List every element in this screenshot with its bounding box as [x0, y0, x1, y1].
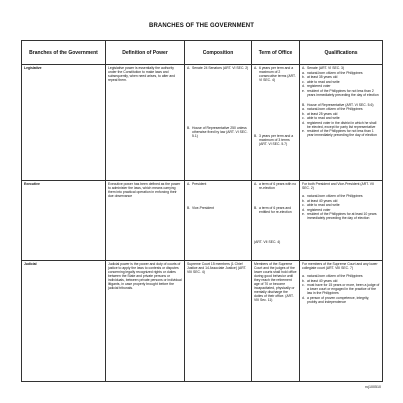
term-cell: A. a term of 6 years with no re-election B. a term of 6 years and entitled for re-election (ART. VII SEC. 4)	[252, 181, 300, 261]
qual-executive-title: For both President and Vice-President (ART. VII SEC. 2)	[302, 182, 374, 190]
list-item: registered voter in the district in which he shall be elected, except for party list representative	[307, 120, 377, 129]
header-qualifications: Qualifications	[300, 41, 383, 65]
list-item: resident of the Philippines for not less than 2 years immediately preceding the day of election	[307, 88, 379, 97]
table-row	[22, 181, 383, 261]
branch-legislative: Legislative	[22, 65, 106, 181]
composition-president: President	[192, 182, 207, 186]
document-code: rcj100510	[365, 385, 381, 389]
list-item: natural-born citizen of the Philippines	[307, 107, 363, 111]
list-item: at least 40 years old	[307, 198, 338, 203]
list-item: able to read and write	[307, 116, 340, 120]
header-term: Term of Office	[252, 41, 300, 65]
branches-table	[21, 40, 383, 382]
definition-cell: Judicial power is the power and duty of courts of justice to apply the laws to contests or disputes concerning legally recognized rights or duties between the State and private persons or individuals, between private persons or individual litigants, in case properly brought before the judicial tribunals.	[106, 261, 185, 382]
composition-cell: A. Senate 24 Senators (ART. VI SEC. 2) B. House of Representative 250 unless otherwise fixed by law (ART. VI SEC. 5.1)	[185, 65, 252, 181]
definition-cell: Legislative power is essentially the authority under the Constitution to make laws and subsequently, when need arises, to alter and repeal them.	[106, 65, 185, 181]
table-row	[22, 261, 383, 382]
term-senate: 6 years per term and a maximum of 2 consecutive terms (ART. VI SEC. 4)	[259, 66, 296, 82]
branch-judicial: Judicial	[22, 261, 106, 382]
list-item: at least 40 years old	[307, 278, 338, 283]
header-branches: Branches of the Government	[22, 41, 106, 65]
qual-senate-title: Senate (ART. VI SEC. 3)	[307, 66, 345, 70]
list-item: at least 35 years old	[307, 75, 338, 79]
header-composition: Composition	[185, 41, 252, 65]
composition-house: House of Representative 250 unless otherwise fixed by law (ART. VI SEC. 5.1)	[192, 126, 248, 138]
term-cell: Members of the Supreme Court and the judges of the lower courts shall hold office during good behavior until they reach the retirement age of 70 or become incapacitated, physically or mentally discharge the duties of their office. (ART. VIII Sec. 11)	[252, 261, 300, 382]
list-item: natural-born citizen of the Philippines	[307, 194, 363, 198]
list-item: resident of the Philippines for not less than 1 year immediately preceding the day of election	[307, 129, 377, 137]
header-row	[22, 41, 383, 65]
term-president: a term of 6 years with no re-election	[259, 182, 297, 190]
composition-cell: A. President B. Vice-President	[185, 181, 252, 261]
composition-senate: Senate 24 Senators (ART. VI SEC. 2)	[192, 66, 249, 70]
page-title: BRANCHES OF THE GOVERNMENT	[149, 23, 254, 29]
branch-executive: Executive	[22, 181, 106, 261]
header-definition: Definition of Power	[106, 41, 185, 65]
list-item: registered voter	[307, 207, 331, 212]
qualifications-cell: For both President and Vice-President (ART. VII SEC. 2) a. natural-born citizen of the Philippines b. at least 40 years old c. able to read and write d. registered voter e. resident of the Philippines for at least 10 years immediately preceding the day of election	[300, 181, 383, 261]
list-item: at least 25 years old	[307, 111, 338, 116]
list-item: registered voter	[307, 84, 331, 88]
qual-judicial-title: For members of the Supreme Court and any lower collegiate court (ART. VIII SEC. 7)	[302, 262, 378, 270]
list-item: must have for 15 years or more, been a judge of a lower court or engaged in the practice of the law in the Philippines	[307, 283, 380, 295]
composition-vice-president: Vice-President	[192, 206, 214, 210]
qual-house-title: House of Representative (ART. VI SEC. 5.6)	[307, 102, 374, 107]
list-item: able to read and write	[307, 79, 340, 84]
list-item: natural-born citizen of the Philippines	[307, 70, 363, 75]
list-item: resident of the Philippines for at least 10 years immediately preceding the day of election	[307, 212, 377, 220]
term-house: 3 years per term and a maximum of 3 terms (ART. VI SEC. 5.7)	[259, 134, 294, 146]
list-item: able to read and write	[307, 203, 340, 207]
composition-cell: Supreme Court 15 members (1 Chief Justice and 14 Associate Justice) (ART. VIII SEC. 4)	[185, 261, 252, 382]
definition-cell: Executive power has been defined as the power to administer the laws, which means carrying them into practical operation in enforcing their due observance	[106, 181, 185, 261]
list-item: natural-born citizen of the Philippines	[307, 274, 363, 278]
qualifications-cell: For members of the Supreme Court and any lower collegiate court (ART. VIII SEC. 7) a. natural-born citizen of the Philippines b. at least 40 years old c. must have for 15 years or more, been a judge of a lower court or engaged in the practice of the law in the Philippines d. a person of proven competence, integrity, probity and independence	[300, 261, 383, 382]
term-cell: A. 6 years per term and a maximum of 2 consecutive terms (ART. VI SEC. 4) B. 3 years per term and a maximum of 3 terms (ART. VI SEC. 5.7)	[252, 65, 300, 181]
qualifications-cell: A. Senate (ART. VI SEC. 3) a. natural-born citizen of the Philippines b. at least 35 years old c. able to read and write d. registered voter e. resident of the Philippines for not less than 2 years immediately preceding the day of election B. House of Representative (ART. VI SEC. 5.6) a. natural-born citizen of the Philippines b. at least 25 years old c. able to read and write d. registered voter in the district in which he shall be elected, except for party list representative e. resident of the Philippines for not less than 1 year immediately preceding the day of election	[300, 65, 383, 181]
table-row	[22, 65, 383, 181]
term-vice-president: a term of 6 years and entitled for re-election	[259, 206, 292, 214]
term-reference: (ART. VII SEC. 4)	[254, 240, 281, 244]
list-item: a person of proven competence, integrity, probity and independence	[307, 295, 370, 304]
